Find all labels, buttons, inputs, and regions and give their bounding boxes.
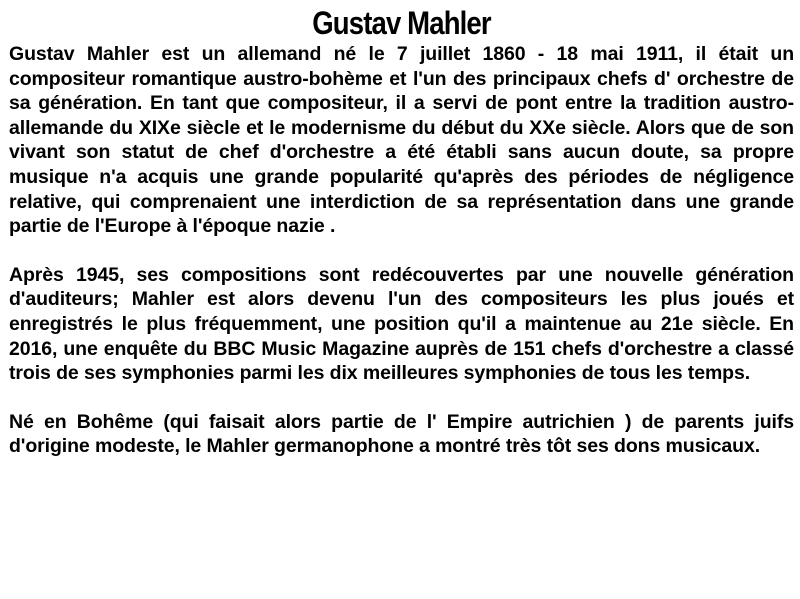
paragraph-3: Né en Bohême (qui faisait alors partie de l' Empire autrichien ) de parents juifs d'origine modeste, le Mahler germanophone a montré très tôt ses dons musicaux. <box>9 410 794 458</box>
paragraph-1: Gustav Mahler est un allemand né le 7 juillet 1860 - 18 mai 1911, il était un compositeur romantique austro-bohème et l'un des principaux chefs d' orchestre de sa génération. En tant que compositeur, il a servi de pont entre la tradition austro-allemande du XIXe siècle et le modernisme du début du XXe siècle. Alors que de son vivant son statut de chef d'orchestre a été établi sans aucun doute, sa propre musique n'a acquis une grande popularité qu'après des périodes de négligence relative, qui comprenaient une interdiction de sa représentation dans une grande partie de l'Europe à l'époque nazie . <box>9 43 794 238</box>
paragraph-2: Après 1945, ses compositions sont redécouvertes par une nouvelle génération d'auditeurs; Mahler est alors devenu l'un des compositeurs les plus joués et enregistrés le plus fréquemment, une position qu'il a maintenue au 21e siècle. En 2016, une enquête du BBC Music Magazine auprès de 151 chefs d'orchestre a classé trois de ses symphonies parmi les dix meilleures symphonies de tous les temps. <box>9 263 794 385</box>
page-title: Gustav Mahler <box>312 5 491 41</box>
